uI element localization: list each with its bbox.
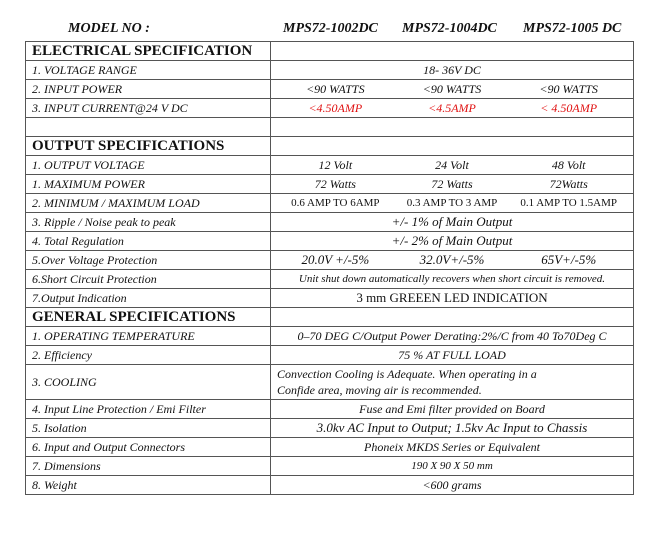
section-row (26, 137, 634, 156)
section-output: OUTPUT SPECIFICATIONS (26, 137, 271, 156)
row-value: <600 grams (271, 476, 634, 495)
row-value: <4.5AMP (428, 101, 476, 115)
table-row (26, 61, 634, 80)
row-label: 2. INPUT POWER (26, 80, 271, 99)
section-row (26, 42, 634, 61)
row-value: <4.50AMP (308, 101, 363, 115)
table-row (26, 232, 634, 251)
table-row (26, 438, 634, 457)
row-value: 65V+/-5% (541, 252, 597, 267)
table-row (26, 156, 634, 175)
model-header (0, 21, 658, 41)
row-label: 7. Dimensions (26, 457, 271, 476)
row-value: 32.0V+/-5% (419, 252, 485, 267)
row-value: < 4.50AMP (540, 101, 598, 115)
table-row (26, 175, 634, 194)
table-row (26, 327, 634, 346)
row-label: 3. COOLING (26, 365, 271, 400)
row-value: 20.0V +/-5% (301, 252, 370, 267)
row-value: 75 % AT FULL LOAD (271, 346, 634, 365)
row-value: 0.1 AMP TO 1.5AMP (520, 197, 618, 209)
row-value: Fuse and Emi filter provided on Board (271, 400, 634, 419)
row-value: 3.0kv AC Input to Output; 1.5kv Ac Input to Chassis (271, 419, 634, 438)
row-value: <90 WATTS (539, 82, 598, 96)
row-value: 72 Watts (431, 177, 473, 191)
row-value: 0.3 AMP TO 3 AMP (406, 197, 498, 209)
row-label: 1. OPERATING TEMPERATURE (26, 327, 271, 346)
row-value: Confide area, moving air is recommended. (277, 383, 482, 397)
row-value: 12 Volt (318, 158, 353, 172)
row-value: Unit shut down automatically recovers when short circuit is removed. (271, 270, 634, 289)
spec-table (25, 41, 634, 495)
table-row (26, 457, 634, 476)
row-value: 48 Volt (551, 158, 586, 172)
table-row (26, 400, 634, 419)
section-general: GENERAL SPECIFICATIONS (26, 308, 271, 327)
table-row (26, 419, 634, 438)
table-row (26, 251, 634, 270)
row-label: 1. VOLTAGE RANGE (26, 61, 271, 80)
model-1002: MPS72-1002DC (283, 21, 378, 36)
row-label: 6.Short Circuit Protection (26, 270, 271, 289)
table-row (26, 194, 634, 213)
table-row-empty (26, 118, 634, 137)
row-value: <90 WATTS (422, 82, 482, 96)
row-label: 1. OUTPUT VOLTAGE (26, 156, 271, 175)
row-value: 18- 36V DC (271, 61, 634, 80)
row-label: 2. Efficiency (26, 346, 271, 365)
row-label: 4. Input Line Protection / Emi Filter (26, 400, 271, 419)
row-value: +/- 2% of Main Output (271, 232, 634, 251)
row-label: 7.Output Indication (26, 289, 271, 308)
row-label: 3. INPUT CURRENT@24 V DC (26, 99, 271, 118)
row-value: 24 Volt (435, 158, 469, 172)
row-value: Convection Cooling is Adequate. When operating in a (277, 367, 537, 381)
table-row (26, 476, 634, 495)
table-row (26, 346, 634, 365)
row-label: 6. Input and Output Connectors (26, 438, 271, 457)
table-row (26, 99, 634, 118)
model-1005: MPS72-1005 DC (523, 21, 622, 36)
section-electrical: ELECTRICAL SPECIFICATION (26, 42, 271, 61)
row-label: 5. Isolation (26, 419, 271, 438)
model-1004: MPS72-1004DC (402, 21, 497, 36)
table-row (26, 213, 634, 232)
row-value: 72 Watts (314, 177, 356, 191)
table-row (26, 289, 634, 308)
row-value: +/- 1% of Main Output (271, 213, 634, 232)
table-row (26, 270, 634, 289)
section-row (26, 308, 634, 327)
table-row (26, 365, 634, 400)
row-value: 3 mm GREEEN LED INDICATION (271, 289, 634, 308)
row-value: Phoneix MKDS Series or Equivalent (271, 438, 634, 457)
row-label: 3. Ripple / Noise peak to peak (26, 213, 271, 232)
model-label: MODEL NO : (68, 21, 150, 36)
row-value: 72Watts (549, 177, 588, 191)
row-value: 190 X 90 X 50 mm (271, 457, 634, 476)
row-value: 0.6 AMP TO 6AMP (291, 197, 380, 209)
row-label: 5.Over Voltage Protection (26, 251, 271, 270)
table-row (26, 80, 634, 99)
row-label: 2. MINIMUM / MAXIMUM LOAD (26, 194, 271, 213)
row-label: 8. Weight (26, 476, 271, 495)
row-value: <90 WATTS (306, 82, 365, 96)
row-value: 0–70 DEG C/Output Power Derating:2%/C from 40 To70Deg C (271, 327, 634, 346)
row-label: 4. Total Regulation (26, 232, 271, 251)
row-label: 1. MAXIMUM POWER (26, 175, 271, 194)
